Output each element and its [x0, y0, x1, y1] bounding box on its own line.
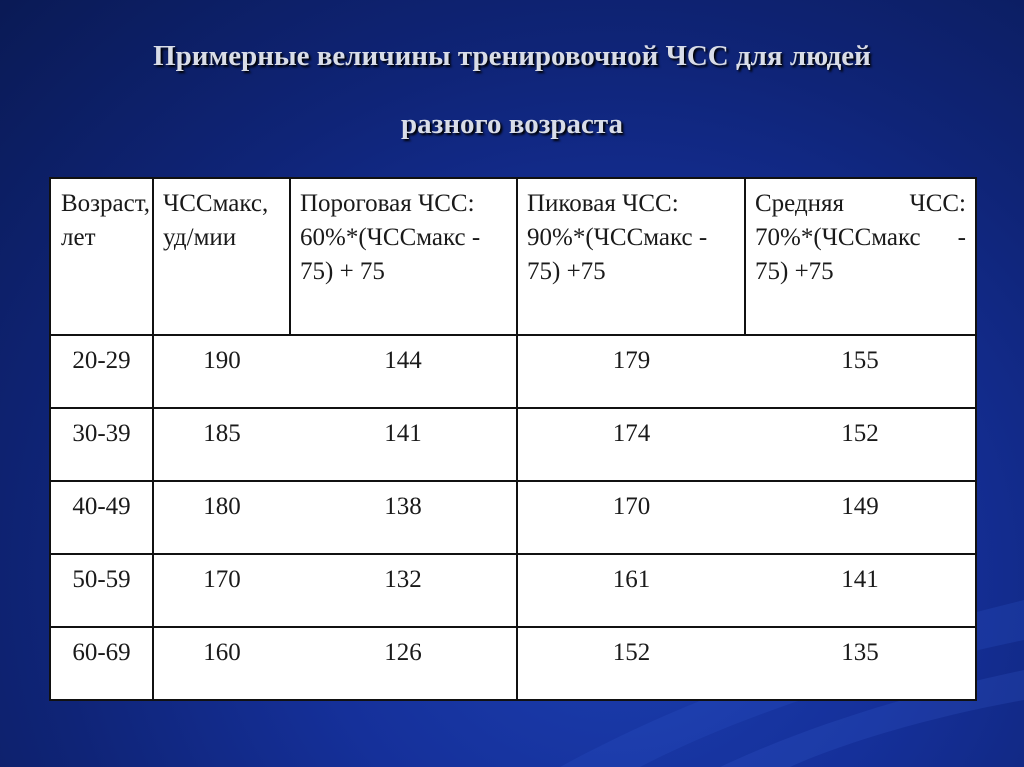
cell-peak-hr: 161 [517, 554, 745, 627]
cell-hr-max: 180 [153, 481, 290, 554]
cell-average-hr: 141 [745, 554, 976, 627]
table-row [50, 408, 976, 481]
cell-threshold-hr: 126 [290, 627, 517, 700]
header-threshold-hr: Пороговая ЧСС: 60%*(ЧССмакс - 75) + 75 [290, 178, 517, 335]
header-average-hr: Средняя ЧСС: 70%*(ЧССмакс - 75) +75 [745, 178, 976, 335]
table-row [50, 627, 976, 700]
header-hr-max: ЧССмакс, уд/мии [153, 178, 290, 335]
table-header-row [50, 178, 976, 335]
cell-hr-max: 170 [153, 554, 290, 627]
cell-peak-hr: 170 [517, 481, 745, 554]
cell-threshold-hr: 138 [290, 481, 517, 554]
cell-peak-hr: 152 [517, 627, 745, 700]
table-row [50, 335, 976, 408]
cell-average-hr: 155 [745, 335, 976, 408]
cell-peak-hr: 179 [517, 335, 745, 408]
cell-hr-max: 160 [153, 627, 290, 700]
cell-hr-max: 185 [153, 408, 290, 481]
cell-hr-max: 190 [153, 335, 290, 408]
cell-age: 20-29 [50, 335, 153, 408]
cell-average-hr: 149 [745, 481, 976, 554]
cell-average-hr: 135 [745, 627, 976, 700]
cell-threshold-hr: 144 [290, 335, 517, 408]
table-row [50, 481, 976, 554]
cell-age: 60-69 [50, 627, 153, 700]
cell-age: 40-49 [50, 481, 153, 554]
header-age: Возраст, лет [50, 178, 153, 335]
cell-threshold-hr: 132 [290, 554, 517, 627]
table-row [50, 554, 976, 627]
slide-title-line-2: разного возраста [401, 108, 623, 140]
slide-title-line-1: Примерные величины тренировочной ЧСС для людей [153, 40, 871, 72]
cell-average-hr: 152 [745, 408, 976, 481]
cell-age: 30-39 [50, 408, 153, 481]
header-peak-hr: Пиковая ЧСС: 90%*(ЧССмакс - 75) +75 [517, 178, 745, 335]
cell-threshold-hr: 141 [290, 408, 517, 481]
heart-rate-table [49, 177, 977, 701]
cell-peak-hr: 174 [517, 408, 745, 481]
cell-age: 50-59 [50, 554, 153, 627]
